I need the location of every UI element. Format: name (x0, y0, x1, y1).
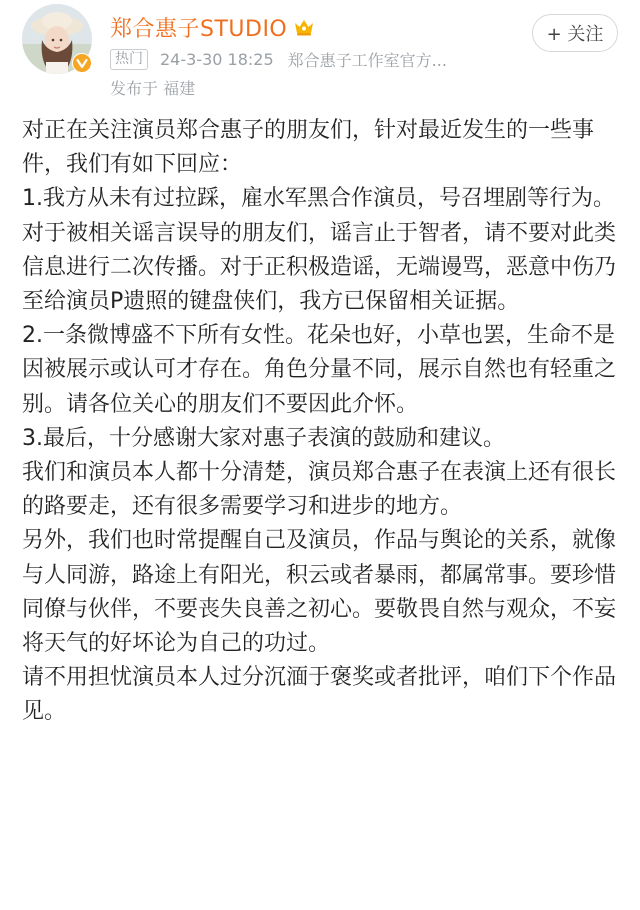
post-paragraph: 1.我方从未有过拉踩，雇水军黑合作演员，号召埋剧等行为。对于被相关谣言误导的朋友们，谣言止于智者，请不要对此类信息进行二次传播。对于正积极造谣，无端谩骂，恶意中伤乃至给演员P遗照的键盘侠们，我方已保留相关证据。 (22, 186, 617, 315)
verified-badge-icon (72, 53, 92, 73)
post-source[interactable]: 郑合惠子工作室官方... (287, 50, 447, 70)
post-paragraph: 另外，我们也时常提醒自己及演员，作品与舆论的关系，就像与人同游，路途上有阳光，积云或者暴雨，都属常事。要珍惜同僚与伙伴，不要丧失良善之初心。要敬畏自然与观众，不妄将天气的好坏论为自己的功过。 (22, 528, 617, 657)
username-row (110, 10, 315, 44)
username[interactable]: 郑合惠子STUDIO (110, 16, 288, 42)
post-location: 发布于 福建 (110, 79, 196, 98)
post-time: 24-3-30 18:25 (160, 49, 274, 69)
post-paragraph: 我们和演员本人都十分清楚，演员郑合惠子在表演上还有很长的路要走，还有很多需要学习和进步的地方。 (22, 460, 617, 520)
post-paragraph: 对正在关注演员郑合惠子的朋友们，针对最近发生的一些事件，我们有如下回应： (22, 118, 595, 178)
post-meta (110, 47, 447, 71)
post-paragraph: 2.一条微博盛不下所有女性。花朵也好，小草也罢，生命不是因被展示或认可才存在。角色分量不同，展示自然也有轻重之别。请各位关心的朋友们不要因此介怀。 (22, 323, 617, 417)
post-header (0, 0, 640, 110)
post-content (22, 114, 622, 730)
follow-button[interactable]: + 关注 (532, 14, 618, 52)
hot-badge: 热门 (110, 49, 148, 70)
crown-icon[interactable] (293, 17, 315, 37)
post-paragraph: 请不用担忧演员本人过分沉湎于褒奖或者批评，咱们下个作品见。 (22, 665, 617, 725)
post-paragraph: 3.最后，十分感谢大家对惠子表演的鼓励和建议。 (22, 425, 505, 451)
